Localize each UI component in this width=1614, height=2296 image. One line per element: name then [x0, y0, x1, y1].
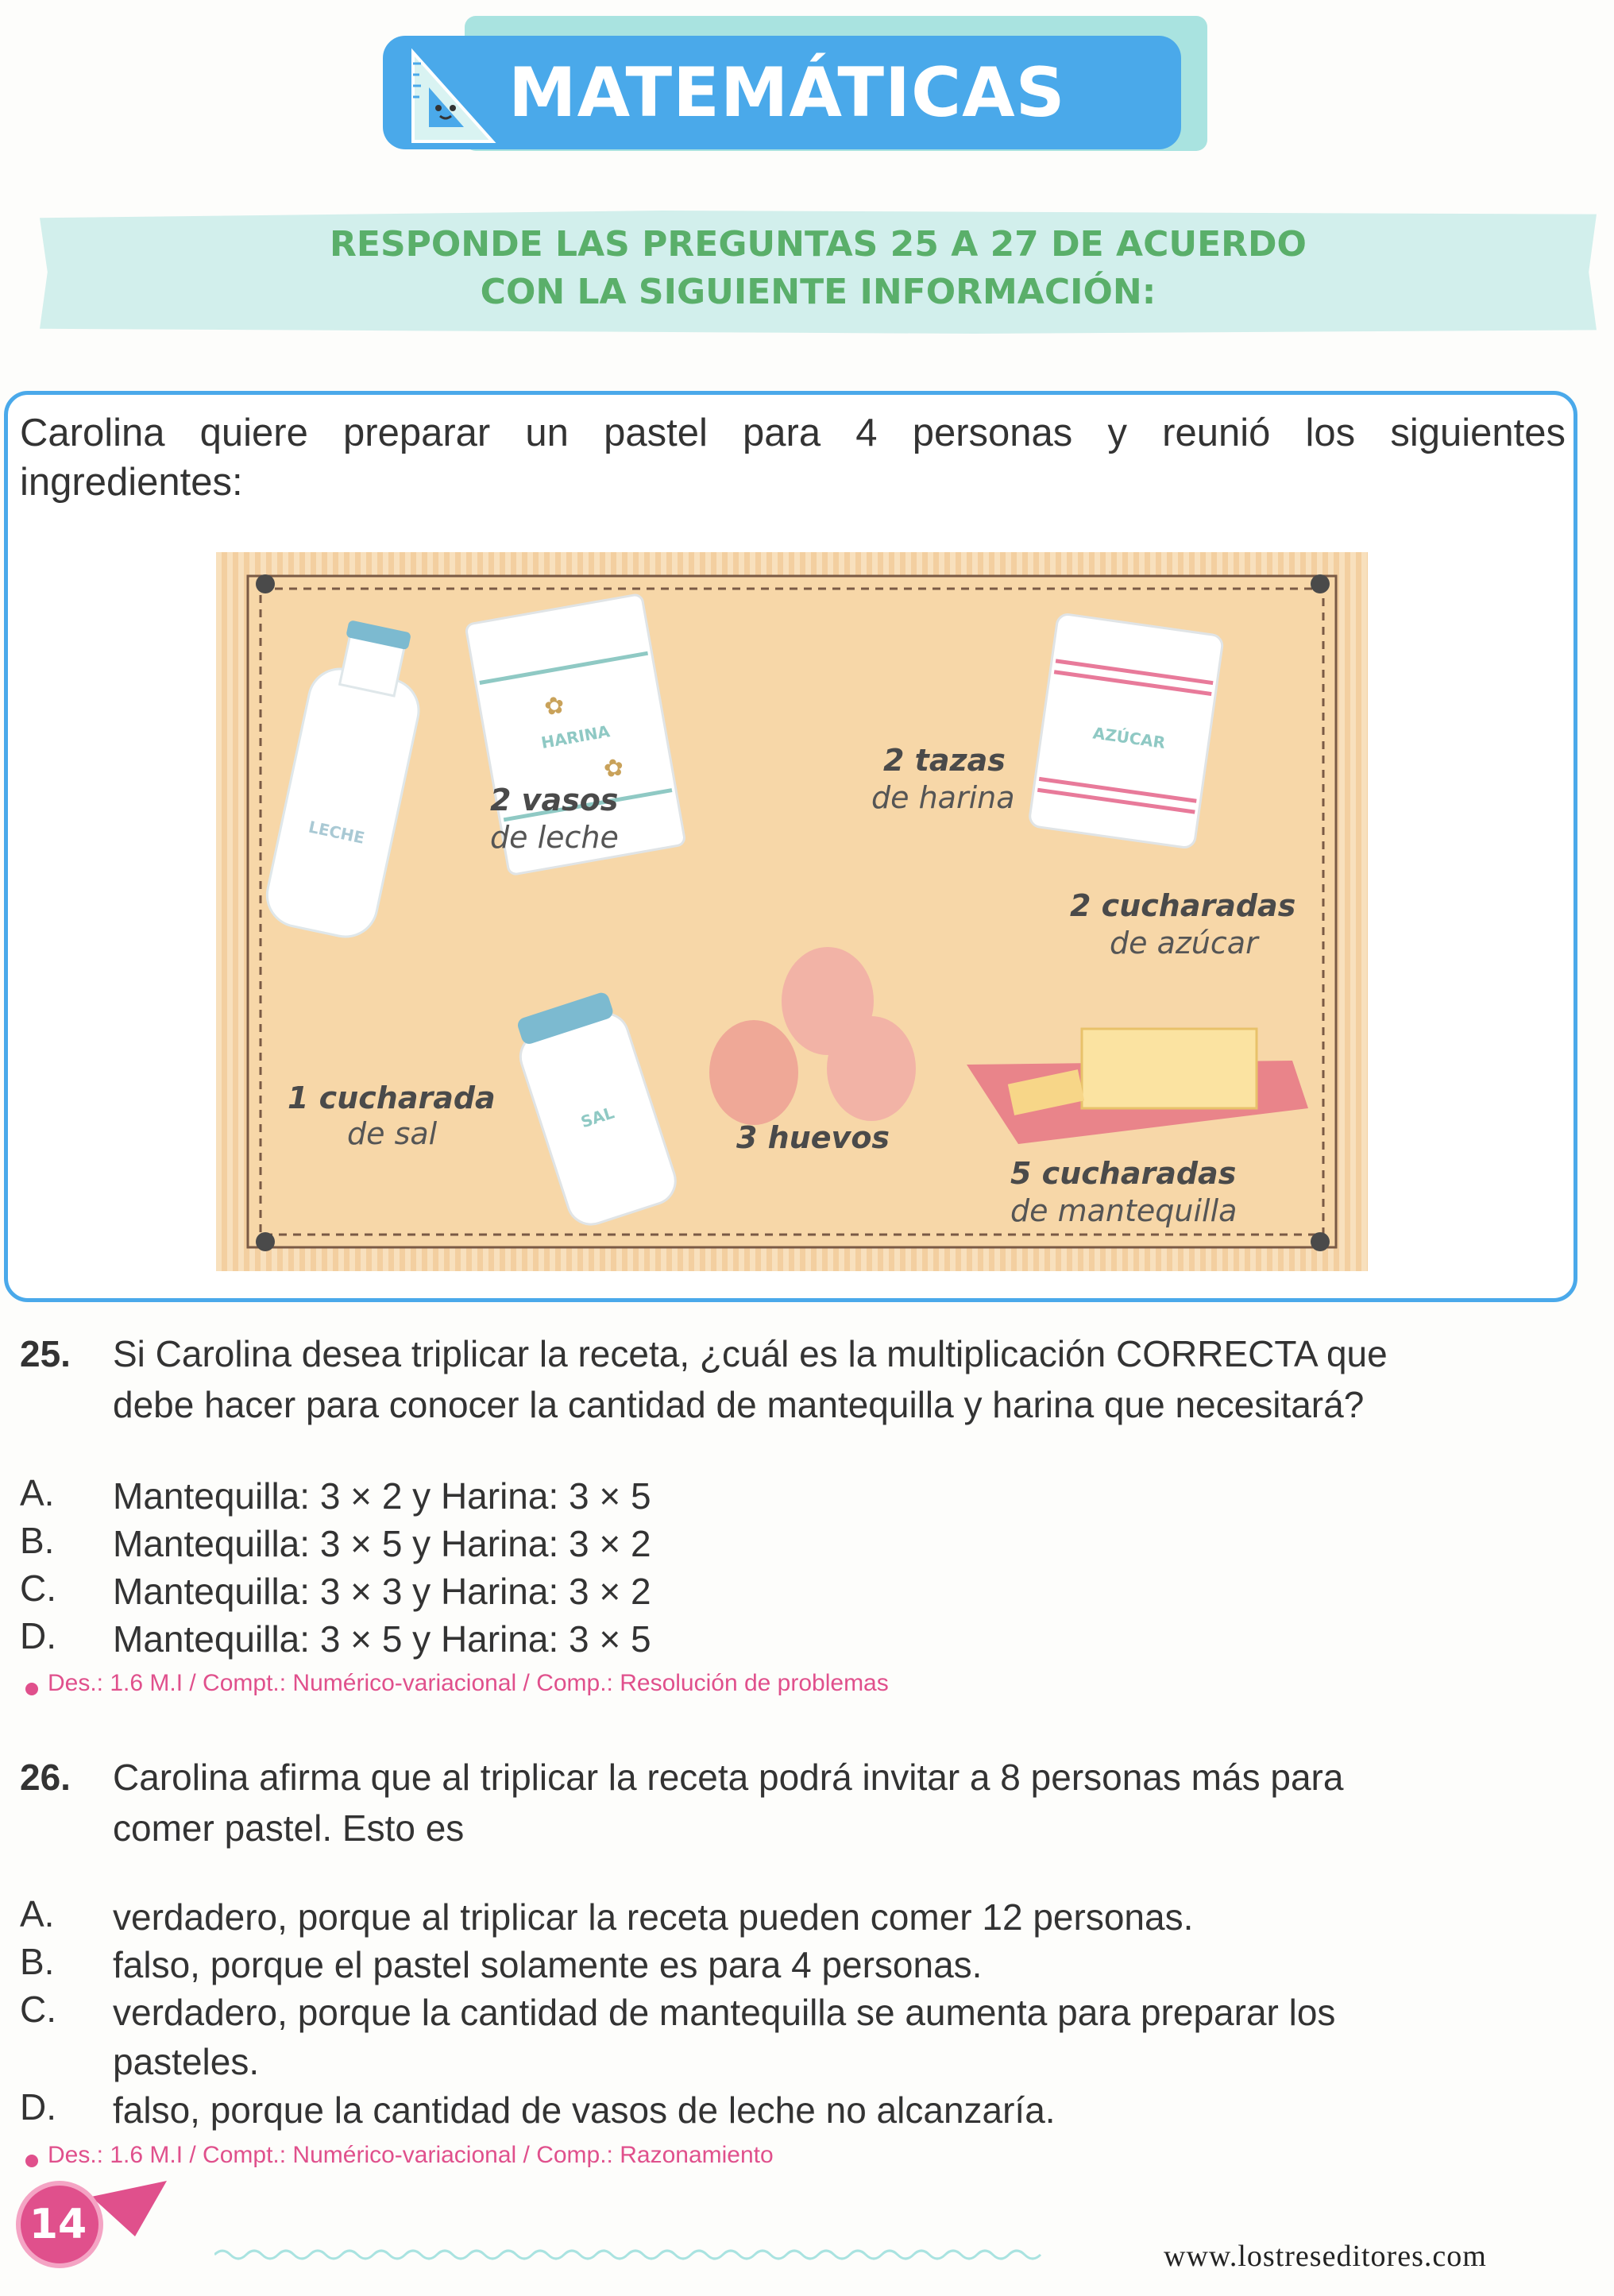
svg-text:HARINA: HARINA: [539, 721, 612, 753]
svg-text:SAL: SAL: [578, 1103, 617, 1132]
question-26-text: [113, 1752, 1566, 1853]
publisher-url[interactable]: www.lostreseditores.com: [1164, 2240, 1487, 2273]
question-25-meta: Des.: 1.6 M.I / Compt.: Numérico-variacional / Comp.: Resolución de problemas: [48, 1670, 889, 1696]
svg-text:LECHE: LECHE: [307, 817, 367, 848]
q25-option-d[interactable]: Mantequilla: 3 × 5 y Harina: 3 × 5: [113, 1618, 651, 1660]
q25-option-d-letter[interactable]: D.: [20, 1615, 56, 1656]
question-25-line-1: Si Carolina desea triplicar la receta, ¿cuál es la multiplicación CORRECTA que: [113, 1333, 1388, 1374]
q25-option-a[interactable]: Mantequilla: 3 × 2 y Harina: 3 × 5: [113, 1475, 651, 1517]
intro-text-line-1: Carolina quiere preparar un pastel para 4 personas y reunió los siguientes: [20, 412, 1566, 454]
instruction-line-1: RESPONDE LAS PREGUNTAS 25 A 27 DE ACUERDO: [330, 224, 1307, 265]
board-pin-icon: [256, 574, 275, 593]
milk-amount: 2 vasos: [490, 783, 619, 818]
flour-amount: 2 tazas: [883, 743, 1006, 778]
q26-option-b[interactable]: falso, porque el pastel solamente es para 4 personas.: [113, 1944, 983, 1985]
q26-option-d-letter[interactable]: D.: [20, 2086, 56, 2128]
ruler-triangle-icon: [407, 46, 498, 148]
intro-text-line-2: ingredientes:: [20, 461, 243, 504]
q25-option-b-letter[interactable]: B.: [20, 1520, 55, 1561]
page-number: 14: [29, 2201, 87, 2248]
ingredients-illustration: [216, 552, 1368, 1271]
svg-text:✿: ✿: [601, 753, 626, 783]
q25-option-a-letter[interactable]: A.: [20, 1472, 55, 1513]
bullet-dot-icon: [25, 1683, 38, 1695]
q25-option-c-letter[interactable]: C.: [20, 1567, 56, 1609]
q26-option-a-letter[interactable]: A.: [20, 1893, 55, 1935]
board-pin-icon: [1311, 574, 1330, 593]
svg-text:✿: ✿: [542, 691, 567, 721]
instruction-line-2: CON LA SIGUIENTE INFORMACIÓN:: [480, 272, 1156, 312]
salt-item: de sal: [347, 1116, 438, 1151]
bullet-dot-icon: [25, 2155, 38, 2167]
page-title: MATEMÁTICAS: [508, 53, 1066, 133]
q26-option-c-line-2: pasteles.: [113, 2041, 260, 2082]
question-26-number: 26.: [20, 1757, 71, 1798]
board-pin-icon: [1311, 1232, 1330, 1251]
sugar-amount: 2 cucharadas: [1070, 888, 1296, 923]
q26-option-c-line-1: verdadero, porque la cantidad de mantequilla se aumenta para preparar los: [113, 1992, 1336, 2033]
eggs-amount: 3 huevos: [736, 1120, 890, 1155]
question-26-line-2: comer pastel. Esto es: [113, 1807, 465, 1849]
footer-wave-divider: [214, 2247, 1048, 2263]
q26-option-d[interactable]: falso, porque la cantidad de vasos de leche no alcanzaría.: [113, 2089, 1056, 2131]
milk-item: de leche: [490, 820, 619, 855]
q26-option-b-letter[interactable]: B.: [20, 1941, 55, 1982]
butter-amount: 5 cucharadas: [1010, 1156, 1237, 1191]
board-pin-icon: [256, 1232, 275, 1251]
question-26-line-1: Carolina afirma que al triplicar la receta podrá invitar a 8 personas más para: [113, 1757, 1344, 1798]
question-26-meta: Des.: 1.6 M.I / Compt.: Numérico-variacional / Comp.: Razonamiento: [48, 2142, 774, 2168]
question-25-line-2: debe hacer para conocer la cantidad de mantequilla y harina que necesitará?: [113, 1384, 1365, 1425]
salt-amount: 1 cucharada: [288, 1080, 496, 1115]
svg-text:AZÚCAR: AZÚCAR: [1091, 723, 1167, 752]
question-25-text: [113, 1328, 1566, 1430]
question-25-number: 25.: [20, 1333, 71, 1374]
sugar-item: de azúcar: [1110, 926, 1258, 961]
q25-option-c[interactable]: Mantequilla: 3 × 3 y Harina: 3 × 2: [113, 1571, 651, 1612]
flour-item: de harina: [871, 780, 1015, 815]
q26-option-c[interactable]: [113, 1988, 1566, 2086]
butter-item: de mantequilla: [1010, 1193, 1238, 1228]
sugar-bag-icon: [1029, 613, 1224, 849]
q26-option-c-letter[interactable]: C.: [20, 1989, 56, 2030]
q26-option-a[interactable]: verdadero, porque al triplicar la receta pueden comer 12 personas.: [113, 1896, 1194, 1938]
q25-option-b[interactable]: Mantequilla: 3 × 5 y Harina: 3 × 2: [113, 1523, 651, 1564]
